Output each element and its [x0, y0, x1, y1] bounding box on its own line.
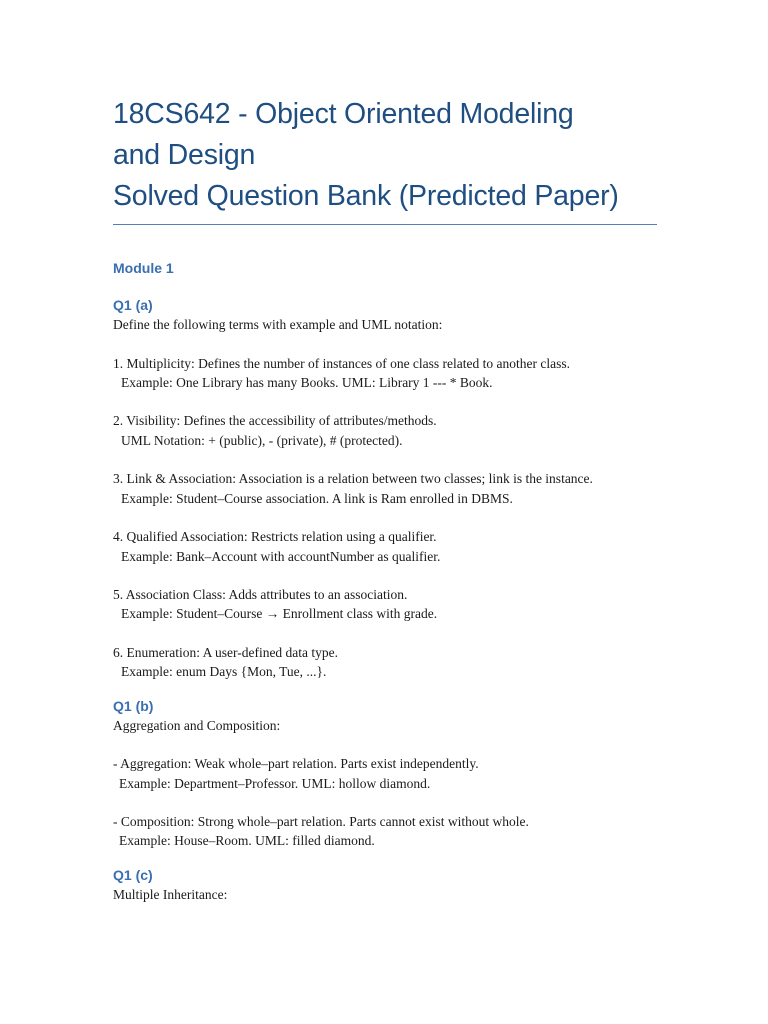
document-title [113, 94, 658, 217]
q1a-item-example: Example: One Library has many Books. UML: Library 1 --- * Book. [121, 374, 493, 390]
q1a-item-definition: 2. Visibility: Defines the accessibility of attributes/methods. [113, 413, 437, 429]
q1a-item-definition: 6. Enumeration: A user-defined data type. [113, 645, 339, 661]
q1a-item-definition: 5. Association Class: Adds attributes to an association. [113, 587, 408, 603]
title-line-3: Solved Question Bank (Predicted Paper) [113, 180, 619, 212]
q1a-item-definition: 1. Multiplicity: Defines the number of instances of one class related to another class. [113, 355, 570, 371]
q1b-item-definition: - Composition: Strong whole–part relation. Parts cannot exist without whole. [113, 814, 529, 830]
q1b-item-definition: - Aggregation: Weak whole–part relation. Parts exist independently. [113, 756, 479, 772]
q1a-item-definition: 4. Qualified Association: Restricts relation using a qualifier. [113, 529, 437, 545]
q1a-item-example: UML Notation: + (public), - (private), # (protected). [121, 432, 403, 448]
title-line-1: 18CS642 - Object Oriented Modeling [113, 98, 574, 130]
q1a-item [113, 643, 658, 682]
title-underline [113, 224, 657, 225]
module-heading: Module 1 [113, 260, 174, 276]
q1b-heading: Q1 (b) [113, 697, 154, 714]
title-line-2: and Design [113, 139, 256, 171]
q1a-item [113, 354, 658, 393]
q1a-intro: Define the following terms with example and UML notation: [113, 317, 443, 332]
q1a-item [113, 527, 658, 566]
q1a-item [113, 469, 658, 508]
q1b-item [113, 812, 658, 851]
q1a-item [113, 585, 658, 624]
document-page [113, 94, 658, 904]
q1b-item [113, 754, 658, 793]
q1c-heading: Q1 (c) [113, 866, 153, 883]
q1a-item-definition: 3. Link & Association: Association is a relation between two classes; link is the instance. [113, 471, 593, 487]
q1a-item-example: Example: Bank–Account with accountNumber as qualifier. [121, 548, 441, 564]
q1a-item-example: Example: enum Days {Mon, Tue, ...}. [121, 664, 327, 680]
q1b-intro: Aggregation and Composition: [113, 717, 281, 733]
q1a-item-example: Example: Student–Course association. A link is Ram enrolled in DBMS. [121, 490, 513, 506]
q1c-intro: Multiple Inheritance: [113, 886, 228, 902]
q1a-heading: Q1 (a) [113, 297, 153, 313]
q1b-item-example: Example: House–Room. UML: filled diamond. [119, 833, 375, 849]
q1a-item-example: Example: Student–Course → Enrollment class with grade. [121, 606, 438, 622]
q1a-item [113, 411, 658, 450]
q1b-item-example: Example: Department–Professor. UML: hollow diamond. [119, 775, 431, 791]
